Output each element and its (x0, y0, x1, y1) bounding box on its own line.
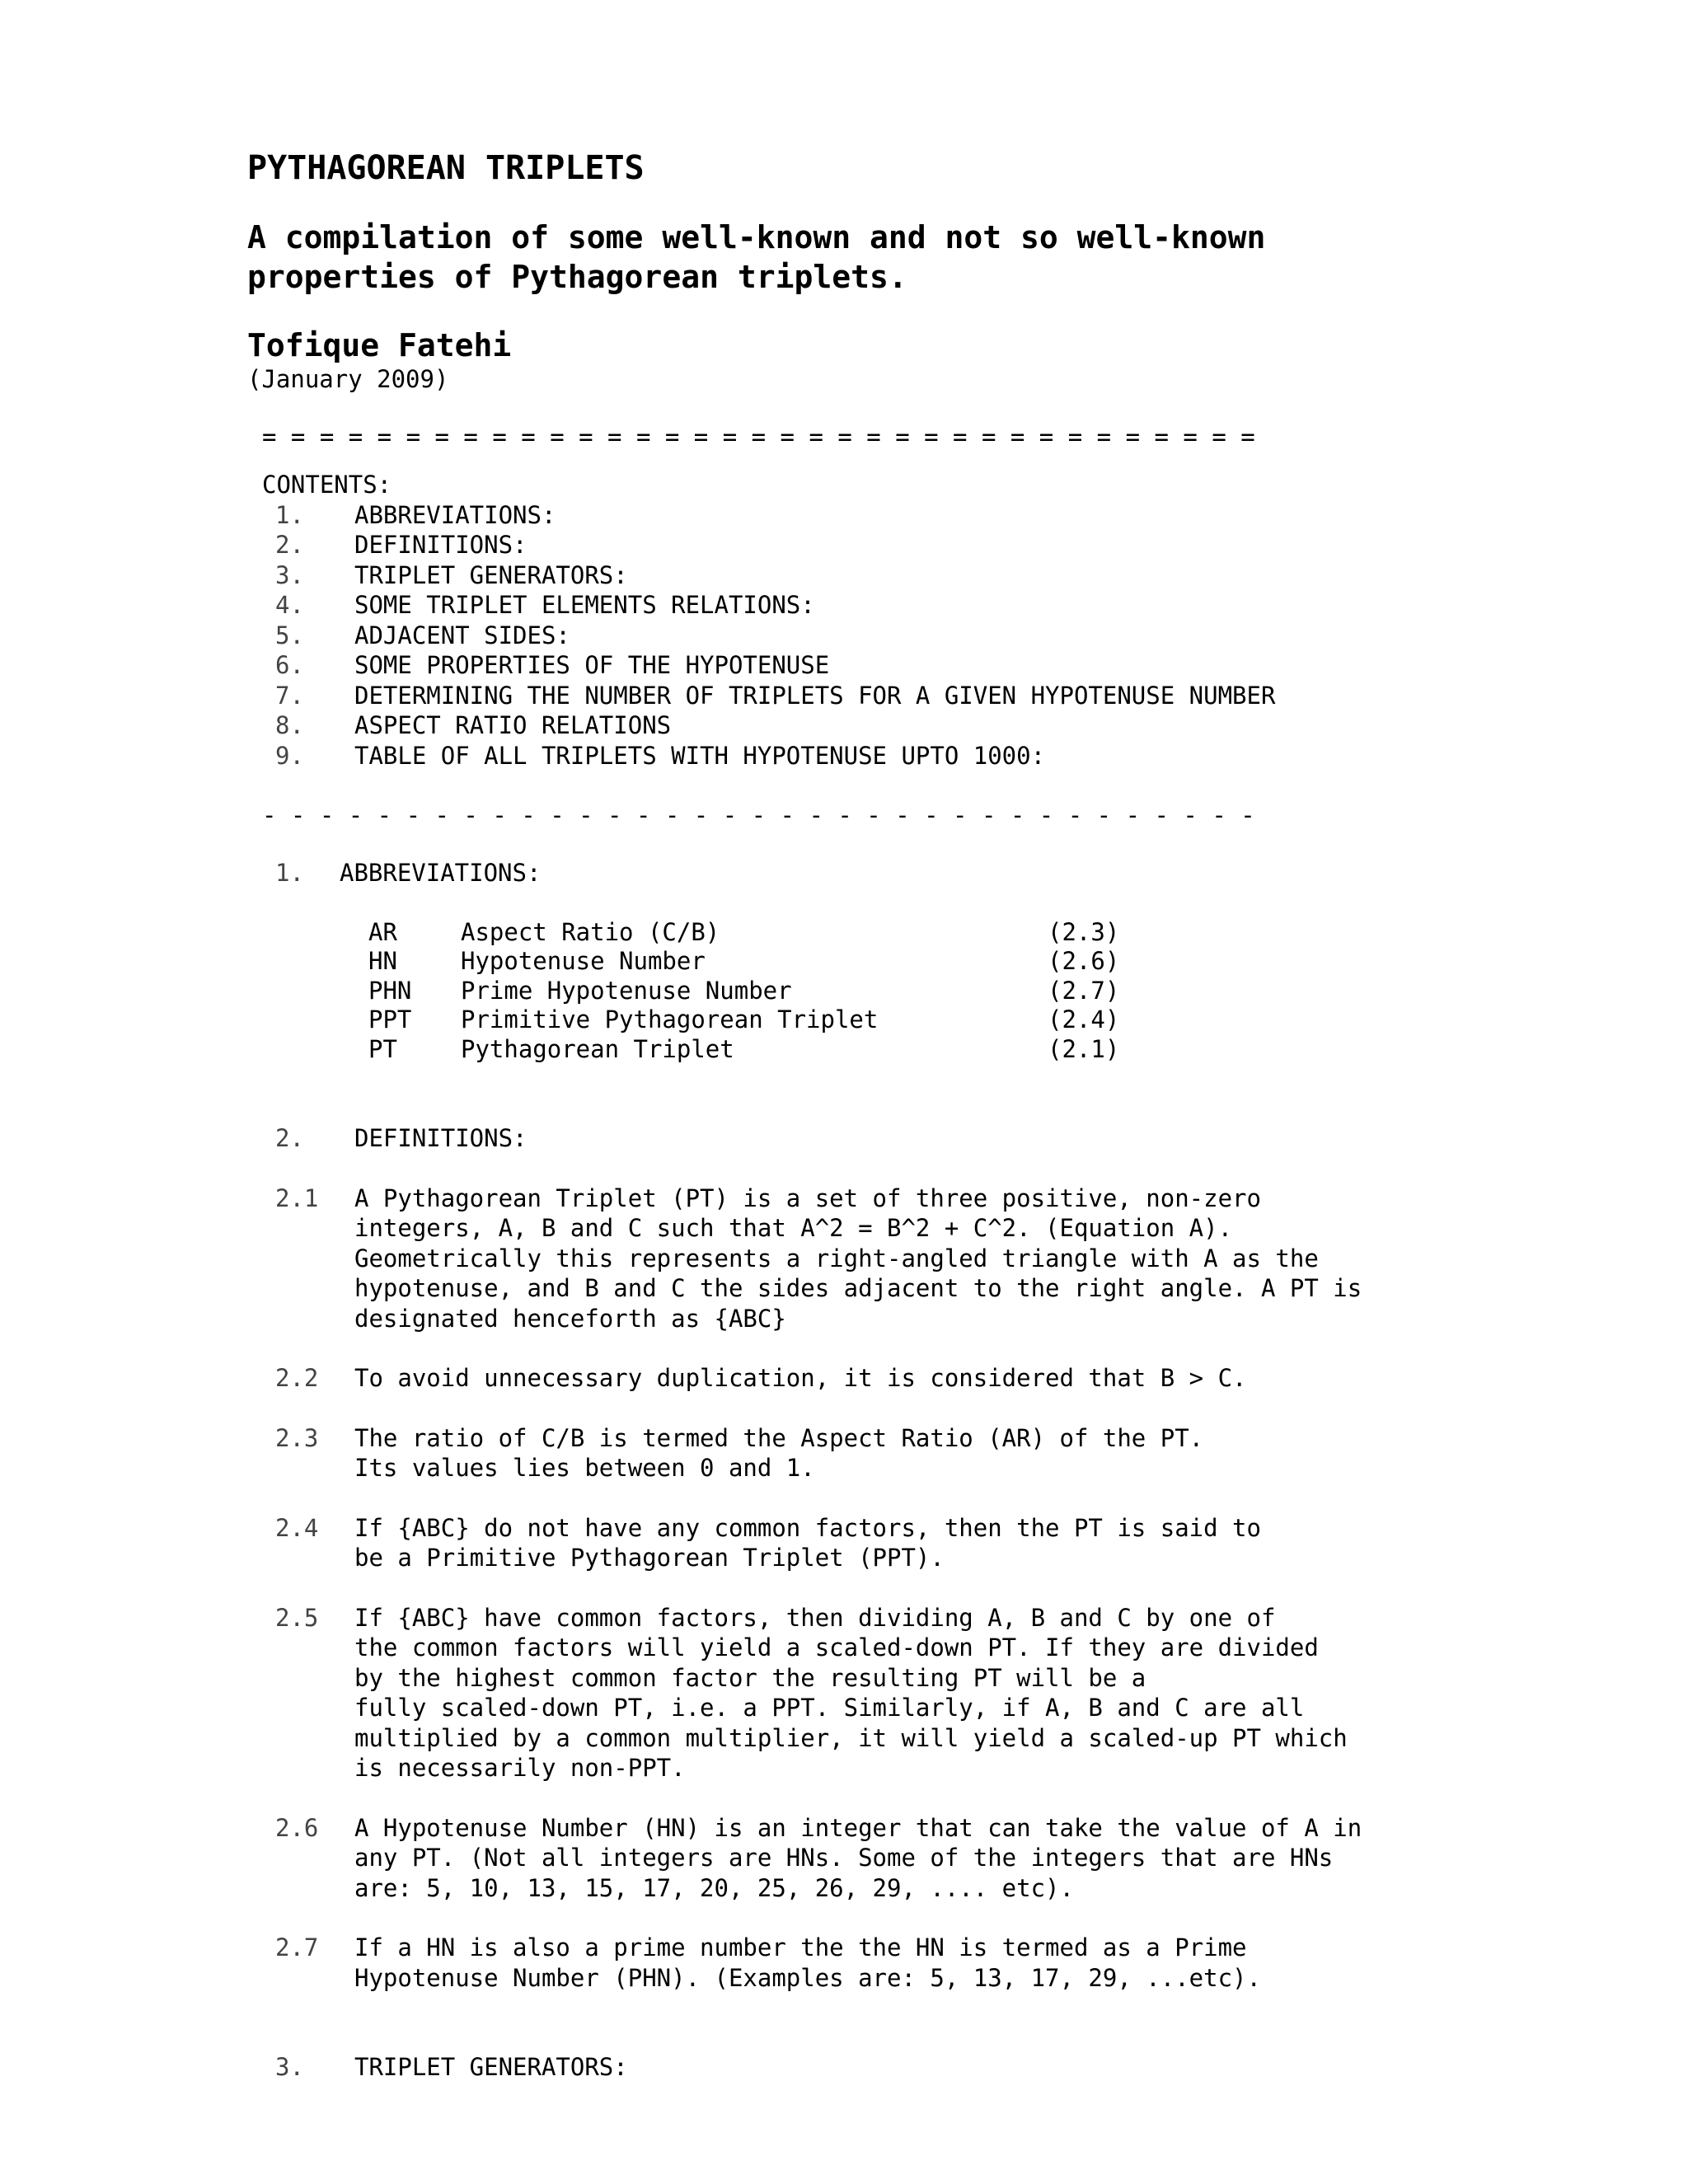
definition-item (247, 1933, 1484, 1993)
definition-number: 2.6 (275, 1813, 319, 1842)
definition-item (247, 1363, 1484, 1394)
abbreviation-code: PPT (368, 1005, 412, 1033)
definition-number: 2.2 (275, 1364, 319, 1392)
contents-list (247, 500, 1484, 771)
abbreviation-name: Hypotenuse Number (461, 947, 706, 975)
section-heading (247, 858, 1484, 888)
contents-item-number: 6. (275, 651, 304, 679)
section-title: ABBREVIATIONS: (340, 859, 542, 887)
definition-item (247, 1423, 1484, 1483)
contents-item-label: ADJACENT SIDES: (354, 621, 570, 649)
contents-item (247, 560, 1484, 591)
abbreviation-code: AR (368, 917, 397, 946)
abbreviation-row (368, 918, 1484, 948)
abbreviation-row (368, 977, 1484, 1006)
abbreviation-ref: (2.1) (1048, 1034, 1120, 1063)
document-subtitle: A compilation of some well-known and not so well-known properties of Pythagorean triplets. (247, 219, 1266, 295)
abbreviation-code: PT (368, 1034, 397, 1063)
contents-item-number: 3. (275, 560, 304, 589)
section-number: 2. (275, 1124, 304, 1152)
contents-item-number: 2. (275, 531, 304, 559)
contents-item-label: SOME PROPERTIES OF THE HYPOTENUSE (354, 651, 830, 679)
contents-item-number: 8. (275, 711, 304, 739)
document-page (247, 148, 1484, 2083)
section-number: 1. (275, 859, 304, 887)
contents-item (247, 500, 1484, 531)
definition-item (247, 1183, 1484, 1334)
definition-number: 2.7 (275, 1933, 319, 1961)
abbreviation-code: PHN (368, 976, 412, 1005)
contents-heading: CONTENTS: (262, 471, 392, 499)
abbreviation-name: Prime Hypotenuse Number (461, 976, 792, 1005)
contents-item-label: ASPECT RATIO RELATIONS (354, 711, 672, 739)
definition-number: 2.5 (275, 1603, 319, 1632)
section-title: DEFINITIONS: (354, 1124, 528, 1152)
definition-number: 2.3 (275, 1423, 319, 1452)
abbreviation-name: Aspect Ratio (C/B) (461, 917, 720, 946)
contents-item-number: 1. (275, 500, 304, 529)
contents-item-label: DEFINITIONS: (354, 531, 528, 559)
section-heading (247, 1123, 1484, 1154)
section-number: 3. (275, 2053, 304, 2081)
contents-item (247, 530, 1484, 560)
contents-item (247, 710, 1484, 741)
abbreviation-name: Pythagorean Triplet (461, 1034, 734, 1063)
contents-item-label: TABLE OF ALL TRIPLETS WITH HYPOTENUSE UPTO 1000: (354, 741, 1046, 770)
contents-item-number: 7. (275, 681, 304, 710)
abbreviation-ref: (2.3) (1048, 917, 1120, 946)
contents-item-label: DETERMINING THE NUMBER OF TRIPLETS FOR A GIVEN HYPOTENUSE NUMBER (354, 681, 1276, 710)
definition-number: 2.1 (275, 1183, 319, 1212)
definition-text: If {ABC} have common factors, then dividing A, B and C by one of the common factors will yield a scaled-down PT. If they are divided by the highest common factor the resulting PT will be a fully scaled-down PT, i.e. a PPT. Similarly, if A, B and C are all multiplied by a common multiplier, it will yield a scaled-up PT which is necessarily non-PPT. (354, 1603, 1348, 1782)
section-heading (247, 2052, 1484, 2083)
abbreviation-row (368, 1005, 1484, 1035)
definition-text: A Hypotenuse Number (HN) is an integer that can take the value of A in any PT. (Not all integers are HNs. Some of the integers that are HNs are: 5, 10, 13, 15, 17, 20, 25, 26, 29, .... etc). (354, 1813, 1362, 1902)
abbreviations-table (368, 918, 1484, 1065)
abbreviation-ref: (2.7) (1048, 976, 1120, 1005)
abbreviation-row (368, 947, 1484, 977)
definition-text: If {ABC} do not have any common factors, then the PT is said to be a Primitive Pythagorean Triplet (PPT). (354, 1513, 1261, 1572)
contents-item (247, 681, 1484, 711)
definition-item (247, 1513, 1484, 1573)
contents-item-label: SOME TRIPLET ELEMENTS RELATIONS: (354, 591, 815, 619)
contents-item (247, 650, 1484, 681)
abbreviation-ref: (2.6) (1048, 947, 1120, 975)
author-name: Tofique Fatehi (247, 327, 512, 363)
contents-item-number: 4. (275, 591, 304, 619)
contents-item (247, 590, 1484, 621)
abbreviation-code: HN (368, 947, 397, 975)
abbreviation-ref: (2.4) (1048, 1005, 1120, 1033)
publication-date: (January 2009) (247, 365, 449, 393)
definition-item (247, 1813, 1484, 1904)
abbreviation-name: Primitive Pythagorean Triplet (461, 1005, 879, 1033)
section-title: TRIPLET GENERATORS: (354, 2053, 628, 2081)
definition-text: To avoid unnecessary duplication, it is considered that B > C. (354, 1364, 1247, 1392)
definition-item (247, 1603, 1484, 1783)
contents-item-label: TRIPLET GENERATORS: (354, 560, 628, 589)
double-rule-divider: = = = = = = = = = = = = = = = = = = = = = = = = = = = = = = = = = = = (262, 423, 1255, 451)
contents-item (247, 621, 1484, 651)
abbreviation-row (368, 1035, 1484, 1065)
contents-item-label: ABBREVIATIONS: (354, 500, 556, 529)
definition-text: If a HN is also a prime number the the HN is termed as a Prime Hypotenuse Number (PHN). (Examples are: 5, 13, 17, 29, ...etc). (354, 1933, 1261, 1992)
contents-item-number: 5. (275, 621, 304, 649)
single-rule-divider: - - - - - - - - - - - - - - - - - - - - - - - - - - - - - - - - - - - (262, 801, 1255, 829)
definition-text: The ratio of C/B is termed the Aspect Ratio (AR) of the PT. Its values lies between 0 and 1. (354, 1423, 1204, 1482)
contents-item (247, 741, 1484, 771)
contents-item-number: 9. (275, 741, 304, 770)
document-title: PYTHAGOREAN TRIPLETS (247, 149, 645, 187)
definition-number: 2.4 (275, 1513, 319, 1542)
definition-text: A Pythagorean Triplet (PT) is a set of three positive, non-zero integers, A, B and C such that A^2 = B^2 + C^2. (Equation A). Geometrically this represents a right-angled triangle with A as the hypotenuse, and B and C the sides adjacent to the right angle. A PT is designated henceforth as {ABC} (354, 1183, 1362, 1333)
